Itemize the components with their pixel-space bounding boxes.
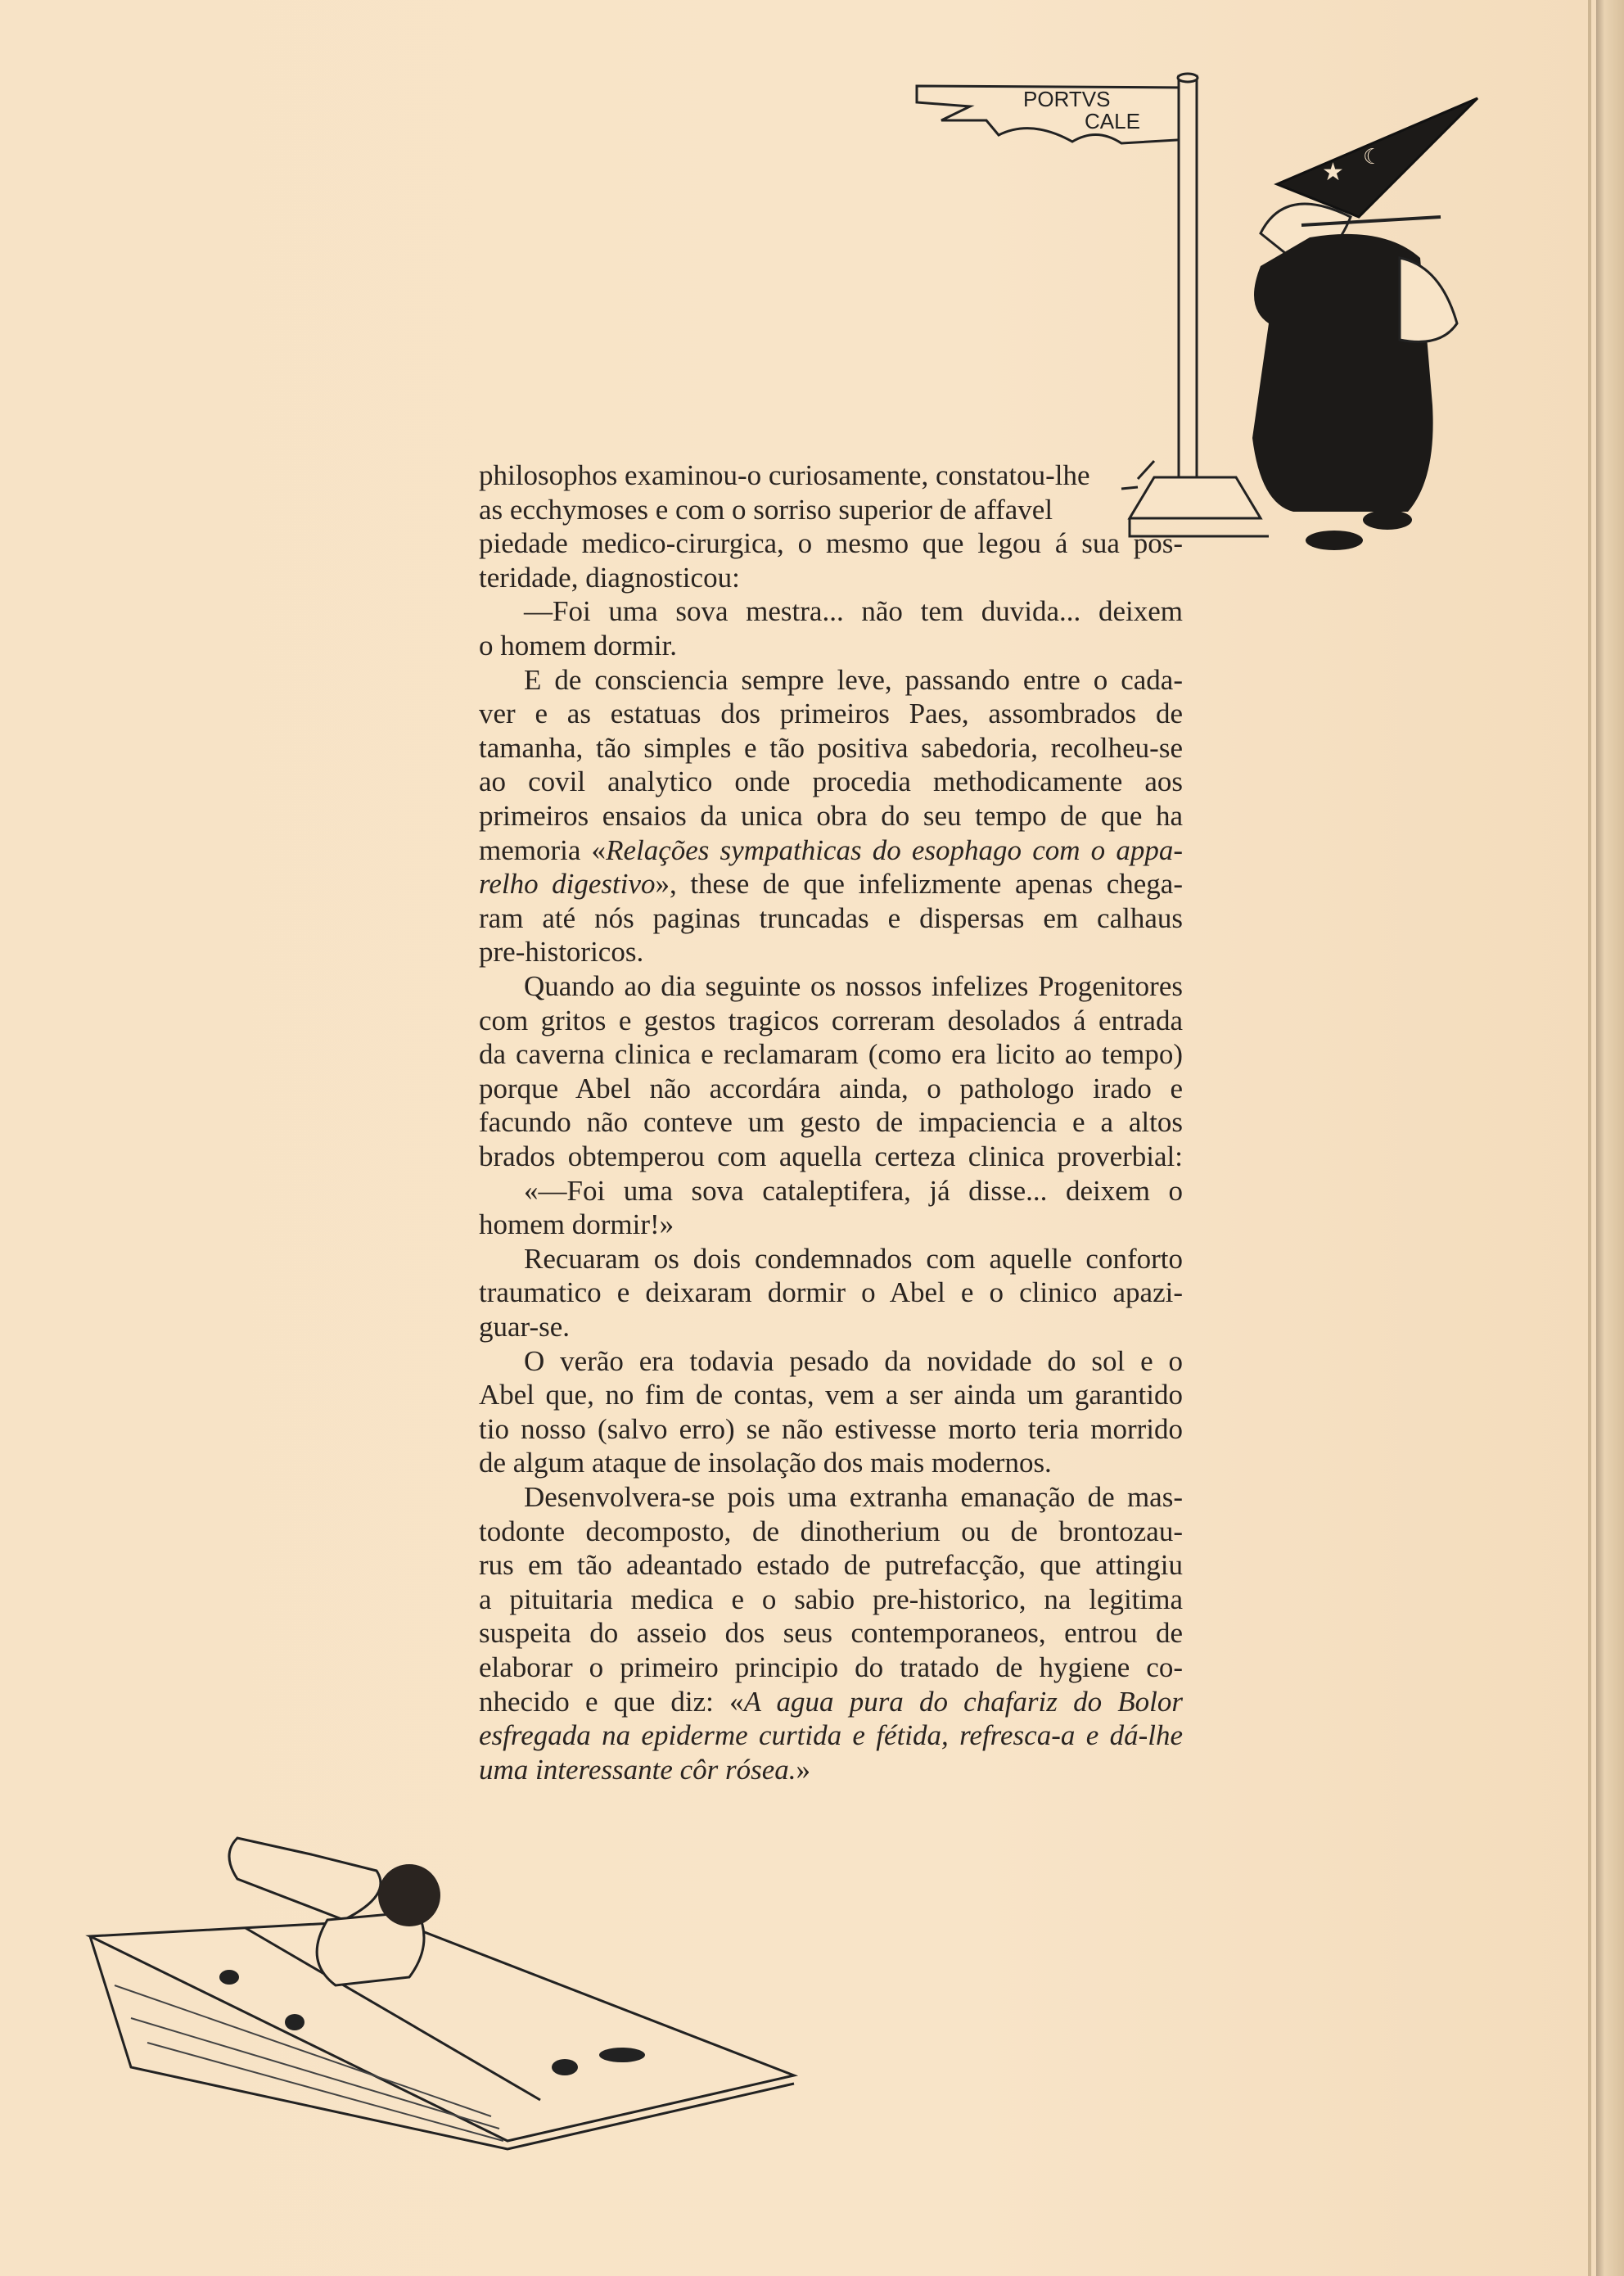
text-segment: ram até nós paginas truncadas e dispersas em calhaus (479, 901, 1183, 934)
text-line (479, 1753, 1183, 1787)
text-line (479, 1480, 1183, 1515)
text-line (479, 663, 1183, 698)
sign-text-portvs: PORTVS (1023, 87, 1111, 111)
text-line (479, 1378, 1183, 1412)
page-fold (1588, 0, 1591, 2276)
text-line (479, 1446, 1183, 1480)
text-segment: brados obtemperou com aquella certeza clinica proverbial: (479, 1140, 1183, 1172)
text-segment: com gritos e gestos tragicos correram desolados á entrada (479, 1004, 1183, 1036)
svg-text:☾: ☾ (1363, 145, 1383, 169)
text-line (479, 833, 1183, 868)
text-line (479, 697, 1183, 731)
text-line (479, 458, 1183, 493)
text-line (479, 935, 1183, 969)
text-segment: guar-se. (479, 1311, 571, 1343)
text-segment: », these de que infelizmente apenas chega- (655, 868, 1183, 901)
text-line (479, 799, 1183, 833)
text-segment: —Foi uma sova mestra... não tem duvida... deixem (524, 595, 1183, 628)
svg-text:★: ★ (1322, 159, 1344, 186)
text-segment: O verão era todavia pesado da novidade do sol e o (524, 1344, 1183, 1377)
sign-text-cale: CALE (1085, 109, 1140, 133)
text-line (479, 1548, 1183, 1583)
text-segment: memoria « (479, 833, 607, 866)
text-line (479, 1208, 1183, 1242)
text-segment: o homem dormir. (479, 630, 678, 662)
italic-text-segment: A agua pura do chafariz do Bolor (743, 1685, 1183, 1718)
text-line (479, 493, 1183, 527)
text-line (479, 1004, 1183, 1038)
text-segment: todonte decomposto, de dinotherium ou de brontozau- (479, 1515, 1183, 1547)
text-segment: tamanha, tão simples e tão positiva sabedoria, recolheu-se (479, 731, 1183, 764)
text-line (479, 1616, 1183, 1651)
text-line (479, 1651, 1183, 1685)
text-line (479, 901, 1183, 936)
text-segment: Desenvolvera-se pois uma extranha emanação de mas- (524, 1481, 1183, 1513)
text-line (479, 1276, 1183, 1310)
text-line (479, 1515, 1183, 1549)
text-line (479, 1685, 1183, 1719)
text-line (479, 1310, 1183, 1344)
text-segment: porque Abel não accordára ainda, o pathologo irado e (479, 1072, 1183, 1104)
text-segment: teridade, diagnosticou: (479, 561, 740, 594)
text-segment: Recuaram os dois condemnados com aquelle conforto (524, 1242, 1183, 1275)
text-line (479, 629, 1183, 663)
wizard-illustration (1211, 94, 1490, 561)
text-segment: ver e as estatuas dos primeiros Paes, assombrados de (479, 698, 1183, 730)
text-line (479, 1174, 1183, 1208)
text-segment: elaborar o primeiro principio do tratado de hygiene co- (479, 1651, 1183, 1683)
text-segment: piedade medico-cirurgica, o mesmo que legou á sua pos- (479, 527, 1183, 560)
text-segment: tio nosso (salvo erro) se não estivesse morto teria morrido (479, 1412, 1183, 1445)
text-segment: pre-historicos. (479, 936, 644, 969)
text-line (479, 1412, 1183, 1447)
text-segment: «—Foi uma sova cataleptifera, já disse... deixem o (524, 1174, 1183, 1207)
text-line (479, 731, 1183, 765)
page-edge (1596, 0, 1624, 2276)
text-segment: as ecchymoses e com o sorriso superior de affavel (479, 493, 1053, 526)
italic-text-segment: Relações sympathicas do esophago com o appa- (606, 833, 1183, 866)
text-segment: philosophos examinou-o curiosamente, constatou-lhe (479, 459, 1090, 491)
text-line (479, 1105, 1183, 1140)
book-with-boy-illustration (82, 1822, 802, 2157)
text-line (479, 1037, 1183, 1072)
text-line (479, 1242, 1183, 1276)
text-segment: nhecido e que diz: « (479, 1685, 744, 1718)
italic-text-segment: esfregada na epiderme curtida e fétida, refresca-a e dá-lhe (479, 1719, 1183, 1752)
text-segment: suspeita do asseio dos seus contemporaneos, entrou de (479, 1617, 1183, 1650)
text-line (479, 594, 1183, 629)
text-segment: rus em tão adeantado estado de putrefacção, que attingiu (479, 1549, 1183, 1582)
text-segment: da caverna clinica e reclamaram (como era licito ao tempo) (479, 1038, 1183, 1071)
text-segment: facundo não conteve um gesto de impaciencia e a altos (479, 1106, 1183, 1139)
italic-text-segment: relho digestivo (479, 868, 656, 901)
text-line (479, 1140, 1183, 1174)
text-line (479, 1072, 1183, 1106)
text-line (479, 1583, 1183, 1617)
text-line (479, 867, 1183, 901)
text-line (479, 561, 1183, 595)
text-segment: Quando ao dia seguinte os nossos infelizes Progenitores (524, 970, 1183, 1002)
text-line (479, 1344, 1183, 1379)
text-line (479, 1718, 1183, 1753)
text-segment: de algum ataque de insolação dos mais modernos. (479, 1447, 1052, 1479)
text-segment: primeiros ensaios da unica obra do seu tempo de que ha (479, 800, 1183, 832)
text-line (479, 526, 1183, 561)
text-segment: homem dormir!» (479, 1208, 674, 1241)
text-line (479, 969, 1183, 1004)
text-segment: traumatico e deixaram dormir o Abel e o clinico apazi- (479, 1276, 1183, 1309)
text-line (479, 765, 1183, 799)
text-segment: Abel que, no fim de contas, vem a ser ainda um garantido (479, 1379, 1183, 1411)
text-segment: a pituitaria medica e o sabio pre-historico, na legitima (479, 1583, 1183, 1615)
text-segment: » (796, 1753, 811, 1786)
italic-text-segment: uma interessante côr rósea. (479, 1753, 796, 1786)
text-segment: ao covil analytico onde procedia methodicamente aos (479, 765, 1183, 798)
text-segment: E de consciencia sempre leve, passando entre o cada- (524, 663, 1183, 696)
